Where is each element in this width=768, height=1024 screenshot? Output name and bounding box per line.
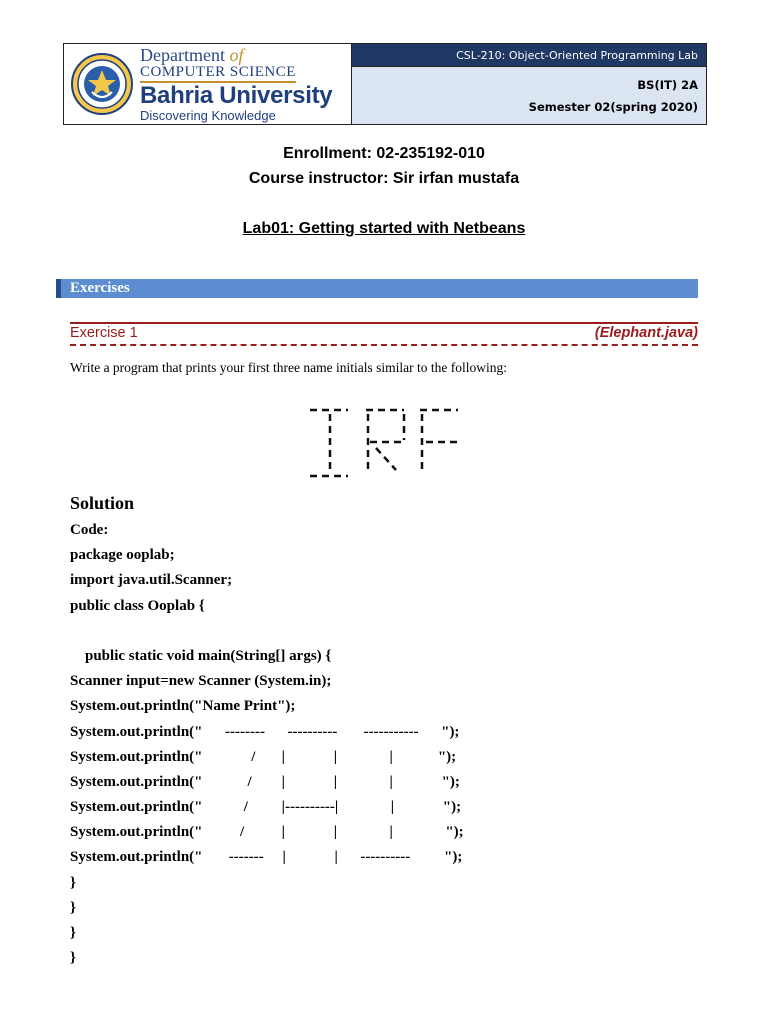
initials-art-image <box>300 400 465 485</box>
code-line: } <box>70 925 76 941</box>
code-line: public static void main(String[] args) { <box>70 647 332 664</box>
course-info <box>352 44 706 124</box>
exercise-prompt: Write a program that prints your first three name initials similar to the following: <box>70 360 507 375</box>
program-label: BS(IT) 2A <box>637 77 698 92</box>
code-line: } <box>70 899 76 916</box>
code-line: System.out.println("Name Print"); <box>70 698 296 715</box>
university-logo <box>64 44 352 124</box>
department-name: COMPUTER SCIENCE <box>140 65 296 83</box>
lab-title: Lab01: Getting started with Netbeans <box>242 220 526 237</box>
code-line: } <box>70 950 76 967</box>
code-line: Code: <box>70 522 109 538</box>
code-line: package ooplab; <box>70 547 175 564</box>
section-heading: Exercises <box>56 279 698 298</box>
code-line: System.out.println(" / |----------| | "); <box>70 799 462 816</box>
instructor-line: Course instructor: Sir irfan mustafa <box>248 170 520 187</box>
code-line: public class Ooplab { <box>70 597 205 614</box>
exercise-label: Exercise 1 <box>70 325 138 341</box>
university-seal-icon <box>70 52 134 116</box>
course-title: CSL-210: Object-Oriented Programming Lab <box>352 44 706 67</box>
course-meta <box>352 67 706 124</box>
code-line: System.out.println(" / | | | "); <box>70 748 457 765</box>
solution-heading: Solution <box>70 493 135 513</box>
university-tagline: Discovering Knowledge <box>140 108 276 123</box>
department-of: of <box>229 45 244 65</box>
document-header <box>63 43 707 125</box>
department-label <box>140 46 332 64</box>
university-name: Bahria University <box>140 82 333 109</box>
semester-label: Semester 02(spring 2020) <box>528 99 698 114</box>
code-line: import java.util.Scanner; <box>70 572 233 589</box>
solution-code <box>70 518 710 971</box>
exercise-divider <box>70 344 698 346</box>
code-line: System.out.println(" / | | | "); <box>70 824 464 841</box>
code-line <box>70 619 710 644</box>
exercise-heading <box>70 325 698 341</box>
department-prefix: Department <box>140 45 225 65</box>
code-line: Scanner input=new Scanner (System.in); <box>70 673 332 690</box>
enrollment-line: Enrollment: 02-235192-010 <box>283 145 485 162</box>
code-line: System.out.println(" ------- | | ---------- "); <box>70 849 463 866</box>
code-line: System.out.println(" -------- ---------- ----------- "); <box>70 723 460 740</box>
exercise-rule <box>70 322 698 324</box>
exercise-file: (Elephant.java) <box>594 325 698 341</box>
code-line: System.out.println(" / | | | "); <box>70 773 460 790</box>
code-line: } <box>70 874 76 891</box>
